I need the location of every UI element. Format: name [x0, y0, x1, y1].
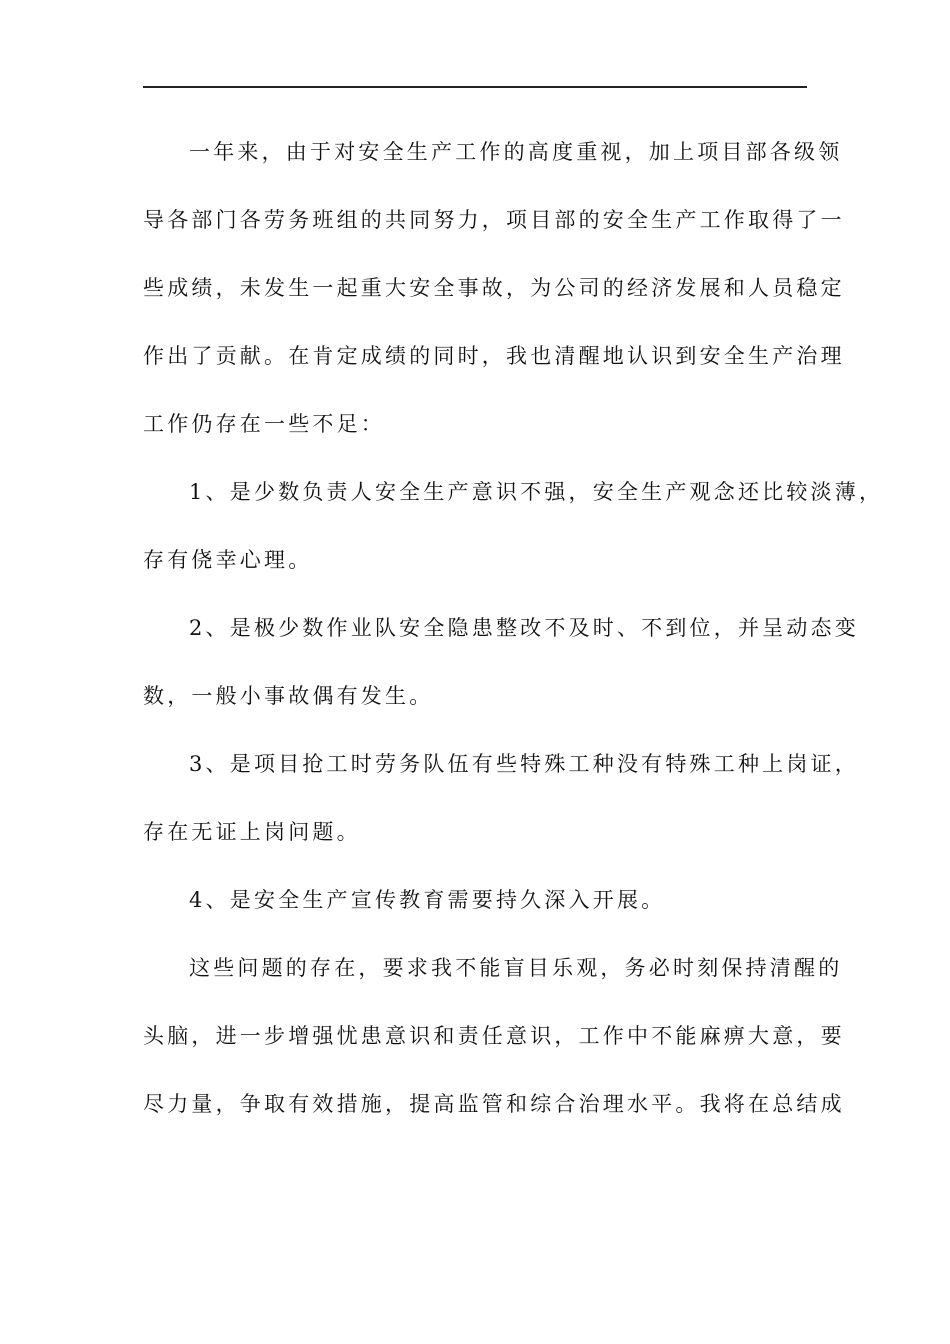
header-rule	[143, 86, 807, 88]
list-item-line: 存有侥幸心理。	[143, 548, 313, 572]
list-item-line: 数，一般小事故偶有发生。	[143, 684, 434, 708]
list-item-line: 3、是项目抢工时劳务队伍有些特殊工种没有特殊工种上岗证，	[189, 752, 859, 776]
paragraph-line: 这些问题的存在，要求我不能盲目乐观，务必时刻保持清醒的	[189, 956, 843, 980]
list-item-line: 存在无证上岗问题。	[143, 820, 361, 844]
paragraph-line: 尽力量，争取有效措施，提高监管和综合治理水平。我将在总结成	[143, 1092, 845, 1116]
list-item-line: 2、是极少数作业队安全隐患整改不及时、不到位，并呈动态变	[189, 616, 859, 640]
list-item-line: 1、是少数负责人安全生产意识不强，安全生产观念还比较淡薄，	[189, 480, 884, 504]
paragraph-line: 工作仍存在一些不足：	[143, 412, 385, 436]
paragraph-line: 导各部门各劳务班组的共同努力，项目部的安全生产工作取得了一	[143, 208, 845, 232]
paragraph-line: 些成绩，未发生一起重大安全事故，为公司的经济发展和人员稳定	[143, 276, 845, 300]
paragraph-line: 一年来，由于对安全生产工作的高度重视，加上项目部各级领	[189, 140, 843, 164]
paragraph-line: 作出了贡献。在肯定成绩的同时，我也清醒地认识到安全生产治理	[143, 344, 845, 368]
paragraph-line: 头脑，进一步增强忧患意识和责任意识，工作中不能麻痹大意，要	[143, 1024, 845, 1048]
list-item-line: 4、是安全生产宣传教育需要持久深入开展。	[189, 888, 666, 912]
